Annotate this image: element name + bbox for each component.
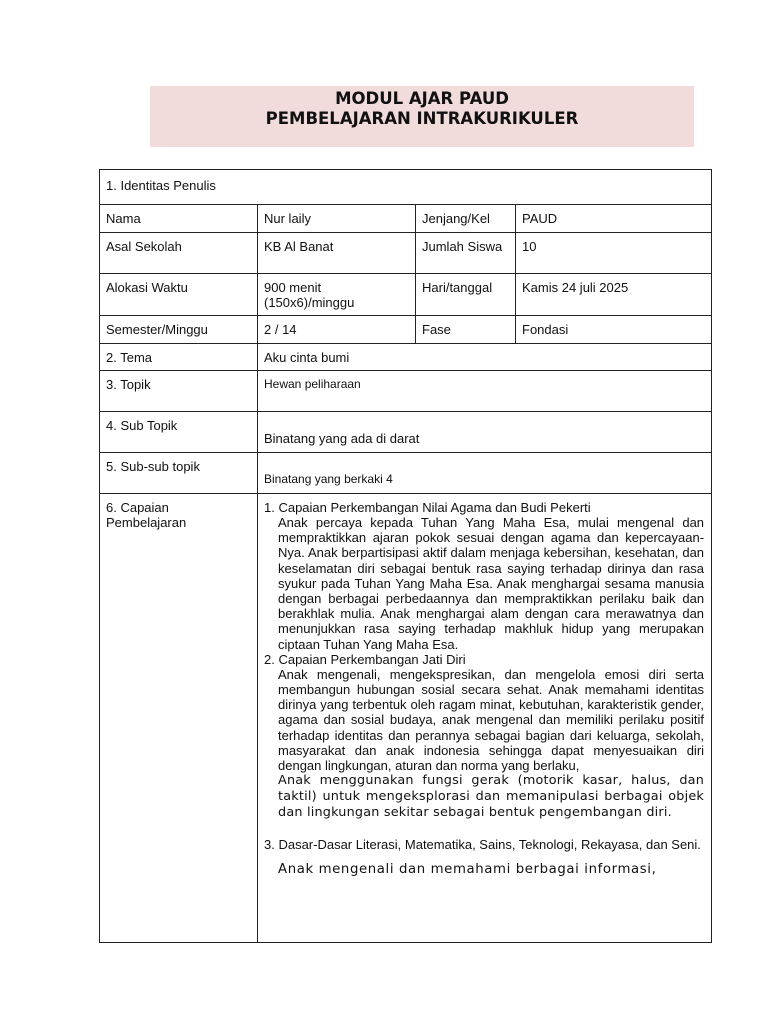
table-row — [100, 494, 712, 943]
table-row — [100, 453, 712, 494]
hari-tanggal-value: Kamis 24 juli 2025 — [516, 274, 712, 316]
hari-tanggal-label: Hari/tanggal — [416, 274, 516, 316]
capaian-item-1-body: Anak percaya kepada Tuhan Yang Maha Esa, mulai mengenal dan mempraktikkan ajaran pokok sesuai dengan agama dan kepercayaan-Nya. Anak berpartisipasi aktif dalam menjaga kebersihan, kesehatan, dan keselamatan diri sebagai bentuk rasa saying terhadap dirinya dan rasa syukur pada Tuhan Yang Maha Esa. Anak menghargai sesama manusia dengan berbagai perbedaannya dan mempraktikkan perilaku baik dan berakhlak mulia. Anak menghargai alam dengan cara merawatnya dan menunjukkan rasa saying terhadap makhluk hidup yang merupakan ciptaan Tuhan Yang Maha Esa. — [278, 515, 705, 652]
alokasi-waktu-value: 900 menit (150x6)/minggu — [258, 274, 416, 316]
table-row — [100, 344, 712, 371]
topik-value: Hewan peliharaan — [258, 371, 712, 412]
jenjang-label: Jenjang/Kel — [416, 205, 516, 233]
capaian-content — [258, 494, 712, 943]
title-line-1: MODUL AJAR PAUD — [335, 89, 509, 108]
table-row — [100, 316, 712, 344]
alokasi-waktu-label: Alokasi Waktu — [100, 274, 258, 316]
nama-label: Nama — [100, 205, 258, 233]
sub-sub-topik-value: Binatang yang berkaki 4 — [258, 453, 712, 494]
capaian-item-2-body: Anak mengenali, mengekspresikan, dan mengelola emosi diri serta membangun hubungan sosial secara sehat. Anak memahami identitas dirinya yang terbentuk oleh ragam minat, kebutuhan, karakteristik gender, agama dan sosial budaya, anak mengenal dan memiliki perilaku positif terhadap identitas dan perannya sebagai bagian dari keluarga, sekolah, masyarakat dan anak indonesia sehingga dapat menyesuaikan diri dengan lingkungan, aturan dan norma yang berlaku, — [278, 666, 705, 774]
sub-sub-topik-label: 5. Sub-sub topik — [100, 453, 258, 494]
capaian-item-3-title: 3. Dasar-Dasar Literasi, Matematika, Sains, Teknologi, Rekayasa, dan Seni. — [264, 837, 701, 853]
table-row — [100, 170, 712, 205]
title-line-2: PEMBELAJARAN INTRAKURIKULER — [265, 109, 579, 128]
table-row — [100, 371, 712, 412]
tema-value: Aku cinta bumi — [258, 344, 712, 371]
table-row — [100, 205, 712, 233]
semester-label: Semester/Minggu — [100, 316, 258, 344]
tema-label: 2. Tema — [100, 344, 258, 371]
capaian-label: 6. Capaian Pembelajaran — [100, 494, 258, 943]
jumlah-siswa-label: Jumlah Siswa — [416, 233, 516, 274]
asal-sekolah-label: Asal Sekolah — [100, 233, 258, 274]
fase-label: Fase — [416, 316, 516, 344]
semester-value: 2 / 14 — [258, 316, 416, 344]
fase-value: Fondasi — [516, 316, 712, 344]
nama-value: Nur laily — [258, 205, 416, 233]
asal-sekolah-value: KB Al Banat — [258, 233, 416, 274]
table-row — [100, 233, 712, 274]
capaian-item-2-title: 2. Capaian Perkembangan Jati Diri — [264, 651, 466, 667]
sub-topik-value: Binatang yang ada di darat — [258, 412, 712, 453]
modul-table — [99, 169, 712, 943]
capaian-item-3-body: Anak mengenali dan memahami berbagai informasi, — [278, 862, 657, 878]
identitas-header: 1. Identitas Penulis — [100, 170, 712, 205]
sub-topik-label: 4. Sub Topik — [100, 412, 258, 453]
table-row — [100, 274, 712, 316]
document-title-box — [150, 86, 694, 147]
jumlah-siswa-value: 10 — [516, 233, 712, 274]
jenjang-value: PAUD — [516, 205, 712, 233]
capaian-item-1-title: 1. Capaian Perkembangan Nilai Agama dan Budi Pekerti — [264, 500, 591, 515]
capaian-item-2-body-continued: Anak menggunakan fungsi gerak (motorik kasar, halus, dan taktil) untuk mengeksplorasi dan memanipulasi berbagai objek dan lingkungan sekitar sebagai bentuk pengembangan diri. — [278, 773, 705, 821]
topik-label: 3. Topik — [100, 371, 258, 412]
table-row — [100, 412, 712, 453]
